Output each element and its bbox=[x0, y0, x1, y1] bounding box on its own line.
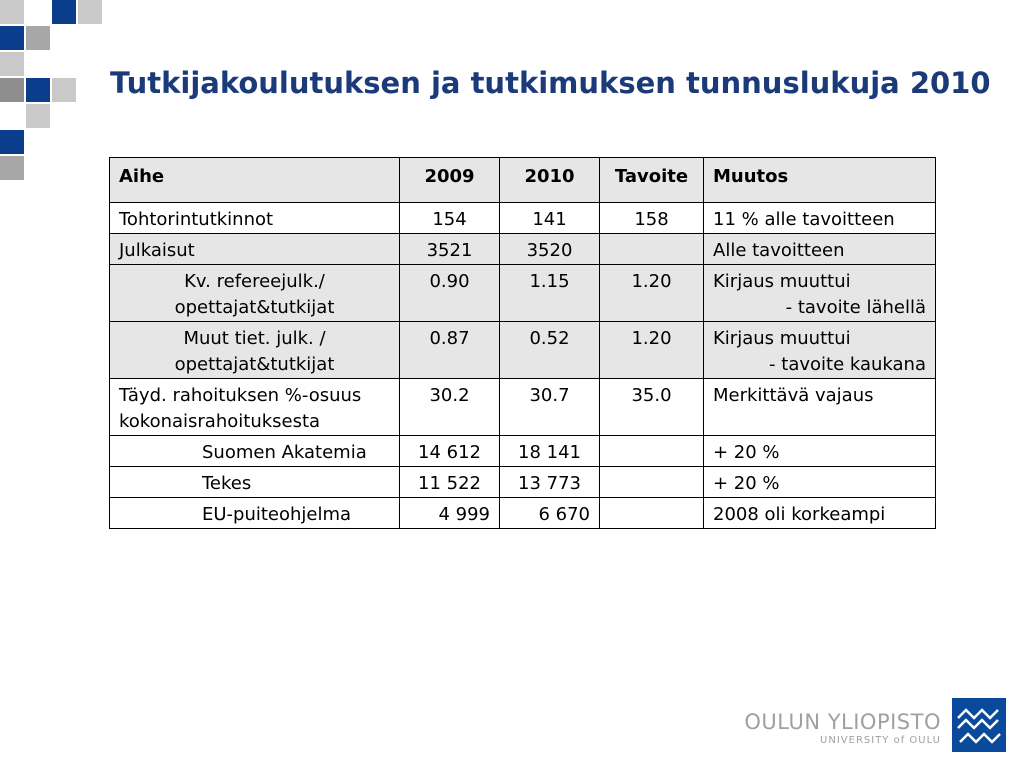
cell-2010: 30.7 bbox=[500, 379, 600, 436]
header-tavoite: Tavoite bbox=[600, 158, 704, 203]
cell-muutos-line: - tavoite kaukana bbox=[769, 354, 926, 375]
cell-tavoite: 158 bbox=[600, 203, 704, 234]
cell-muutos: + 20 % bbox=[704, 436, 936, 467]
cell-2009: 3521 bbox=[400, 234, 500, 265]
header-2010: 2010 bbox=[500, 158, 600, 203]
deco-square bbox=[0, 0, 24, 24]
deco-square bbox=[0, 26, 24, 50]
cell-2009: 0.87 bbox=[400, 322, 500, 379]
cell-aihe: EU-puiteohjelma bbox=[110, 498, 400, 529]
cell-2010: 141 bbox=[500, 203, 600, 234]
cell-tavoite bbox=[600, 234, 704, 265]
slide-title: Tutkijakoulutuksen ja tutkimuksen tunnuslukuja 2010 bbox=[110, 66, 991, 100]
logo-sub-text: UNIVERSITY of OULU bbox=[820, 735, 941, 746]
cell-2010: 18 141 bbox=[500, 436, 600, 467]
oulu-university-emblem-icon bbox=[952, 698, 1006, 752]
cell-2010: 13 773 bbox=[500, 467, 600, 498]
cell-muutos: Alle tavoitteen bbox=[704, 234, 936, 265]
cell-muutos-line: Kirjaus muuttui bbox=[713, 271, 851, 292]
cell-2009: 4 999 bbox=[400, 498, 500, 529]
header-aihe: Aihe bbox=[110, 158, 400, 203]
deco-square bbox=[26, 26, 50, 50]
cell-aihe-line: Täyd. rahoituksen %-osuus bbox=[119, 385, 362, 406]
data-table bbox=[109, 157, 936, 529]
cell-tavoite: 1.20 bbox=[600, 322, 704, 379]
cell-aihe-line: Muut tiet. julk. / bbox=[183, 328, 326, 349]
cell-muutos-line: Kirjaus muuttui bbox=[713, 328, 851, 349]
table-row bbox=[110, 467, 936, 498]
deco-square bbox=[52, 78, 76, 102]
table-row bbox=[110, 322, 936, 379]
cell-tavoite: 35.0 bbox=[600, 379, 704, 436]
cell-muutos: Merkittävä vajaus bbox=[704, 379, 936, 436]
cell-2009: 14 612 bbox=[400, 436, 500, 467]
cell-aihe-line: opettajat&tutkijat bbox=[174, 354, 335, 375]
table-header-row bbox=[110, 158, 936, 203]
cell-aihe-line: kokonaisrahoituksesta bbox=[119, 411, 321, 432]
cell-2009: 154 bbox=[400, 203, 500, 234]
cell-2010: 3520 bbox=[500, 234, 600, 265]
cell-2010: 6 670 bbox=[500, 498, 600, 529]
cell-aihe: Tekes bbox=[110, 467, 400, 498]
cell-2009: 30.2 bbox=[400, 379, 500, 436]
table-row bbox=[110, 436, 936, 467]
header-muutos: Muutos bbox=[704, 158, 936, 203]
cell-aihe: Tohtorintutkinnot bbox=[110, 203, 400, 234]
deco-square bbox=[26, 78, 50, 102]
header-2009: 2009 bbox=[400, 158, 500, 203]
cell-aihe bbox=[110, 265, 400, 322]
deco-square bbox=[0, 156, 24, 180]
table-row bbox=[110, 234, 936, 265]
cell-muutos: 2008 oli korkeampi bbox=[704, 498, 936, 529]
table-row bbox=[110, 265, 936, 322]
cell-2010: 1.15 bbox=[500, 265, 600, 322]
cell-aihe: Julkaisut bbox=[110, 234, 400, 265]
logo-main-text: OULUN YLIOPISTO bbox=[744, 710, 941, 734]
cell-aihe bbox=[110, 322, 400, 379]
cell-muutos-line: - tavoite lähellä bbox=[785, 297, 926, 318]
deco-square bbox=[78, 0, 102, 24]
deco-square bbox=[52, 0, 76, 24]
table-row bbox=[110, 203, 936, 234]
deco-square bbox=[26, 104, 50, 128]
cell-2009: 0.90 bbox=[400, 265, 500, 322]
cell-2009: 11 522 bbox=[400, 467, 500, 498]
cell-aihe-line: Kv. refereejulk./ bbox=[184, 271, 325, 292]
cell-tavoite bbox=[600, 467, 704, 498]
table-row bbox=[110, 379, 936, 436]
cell-tavoite bbox=[600, 436, 704, 467]
cell-aihe-line: opettajat&tutkijat bbox=[174, 297, 335, 318]
cell-muutos: + 20 % bbox=[704, 467, 936, 498]
cell-2010: 0.52 bbox=[500, 322, 600, 379]
table-row bbox=[110, 498, 936, 529]
cell-tavoite: 1.20 bbox=[600, 265, 704, 322]
cell-muutos bbox=[704, 322, 936, 379]
cell-tavoite bbox=[600, 498, 704, 529]
deco-square bbox=[0, 130, 24, 154]
deco-square bbox=[0, 78, 24, 102]
university-logo bbox=[736, 710, 941, 748]
cell-aihe: Suomen Akatemia bbox=[110, 436, 400, 467]
cell-aihe bbox=[110, 379, 400, 436]
cell-muutos: 11 % alle tavoitteen bbox=[704, 203, 936, 234]
deco-square bbox=[0, 52, 24, 76]
cell-muutos bbox=[704, 265, 936, 322]
